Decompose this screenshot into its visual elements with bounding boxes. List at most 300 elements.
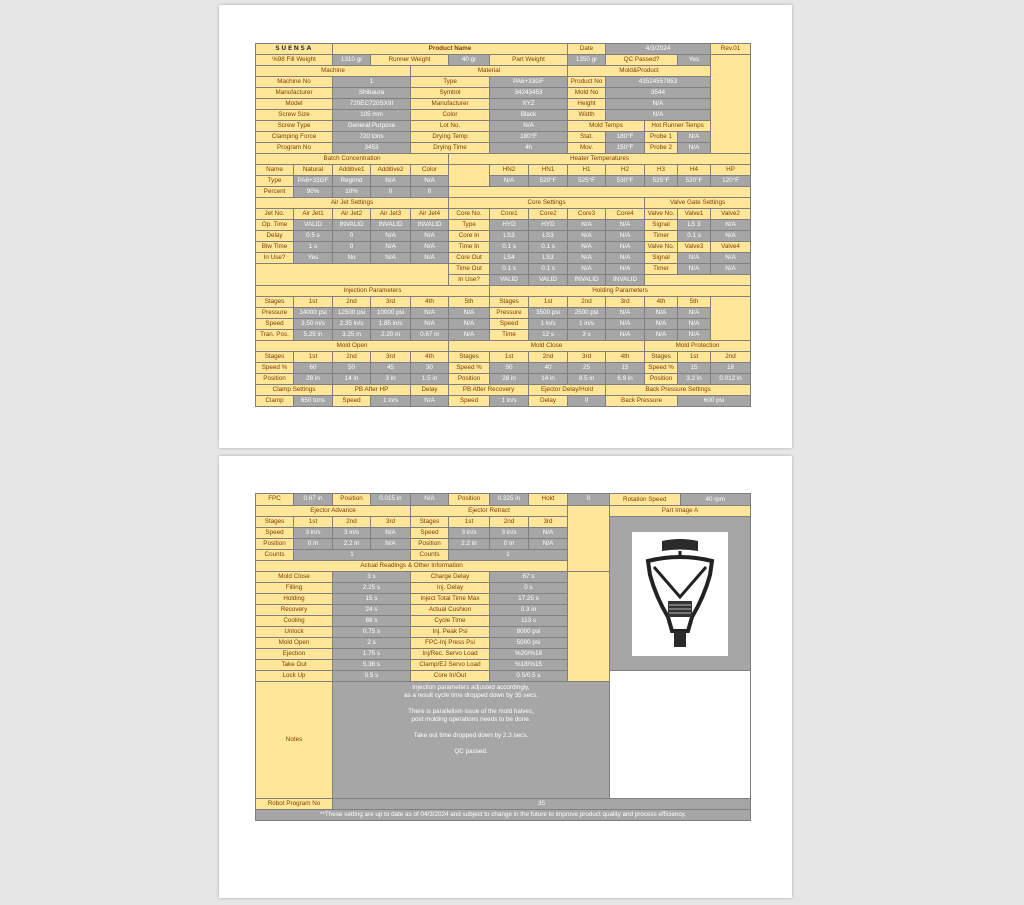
machine-row-label: Machine No [256,77,333,88]
air-jet-value: 0.5 s [294,231,333,242]
ejector-advance-label: Position [256,539,294,550]
mold-close-label: Position [449,374,490,385]
actual-value: %20/%18 [490,649,568,660]
core-value: N/A [568,231,606,242]
notes-line: Injection parameters adjusted accordingly, [412,684,530,691]
ejector-advance-header: 2nd [333,517,371,528]
injection-value: 10000 psi [371,308,411,319]
valve-header: Valve1 [678,209,711,220]
holding-value: N/A [678,319,711,330]
batch-percent-value: 90% [294,187,333,198]
core-row-label: Time Out [449,264,490,275]
ejector-retract-label: Speed [411,528,449,539]
robot-program-value: 35 [333,799,751,810]
air-jet-value: INVALID [411,220,449,231]
air-jet-value: Yes [294,253,333,264]
valve-value: 0.1 s [678,231,711,242]
air-jet-value: No [333,253,371,264]
ejector-retract-value: 3 in/s [449,528,490,539]
actual-value: 2.25 s [333,583,411,594]
valve-value: N/A [711,220,751,231]
machine-row-value: 720EC720SXIII [333,99,411,110]
holding-value: 12 s [529,330,568,341]
valve-value: N/A [711,231,751,242]
holding-value: N/A [645,308,678,319]
clamp-label: Clamp [256,396,294,407]
core-header: Core4 [606,209,645,220]
core-value: N/A [568,220,606,231]
holding-blank [711,297,751,341]
mold-open-value: 30 [411,363,449,374]
drying-time-label: Drying Time [411,143,490,154]
section-mold-product: Mold&Product [568,66,711,77]
actual-value: 8000 psi [490,627,568,638]
core-header: Core1 [490,209,529,220]
mold-row-value: 43524557853 [606,77,711,88]
core-value: N/A [568,264,606,275]
air-jet-value: INVALID [333,220,371,231]
valve-header: Valve4 [711,242,751,253]
date-label: Date [568,44,606,55]
product-name: Product Name [333,44,568,55]
material-row-value: Black [490,110,568,121]
injection-header: 1st [294,297,333,308]
core-value: LS4 [490,253,529,264]
clamp-value: 650 tons [294,396,333,407]
ejector-advance-value: 3 in/s [333,528,371,539]
heater-value: 530°F [606,176,645,187]
ejector-delay-value: 0 [568,396,606,407]
core-value: INVALID [568,275,606,286]
air-jet-header: Air Jet3 [371,209,411,220]
core-value: N/A [606,220,645,231]
holding-value: N/A [606,330,645,341]
delay-value: N/A [411,396,449,407]
material-row-value: PA6+33GF [490,77,568,88]
valve-label: Valve No. [645,242,678,253]
air-jet-value: N/A [371,242,411,253]
heater-blank [449,165,490,187]
pb-rec-speed-value: 1 in/s [490,396,529,407]
ejector-advance-counts-label: Counts [256,550,294,561]
pb-after-hp-label: PB After HP [333,385,411,396]
mold-protection-value: 18 [711,363,751,374]
machine-row-value: Shibaura [333,88,411,99]
mold-protection-value: 3.2 in [678,374,711,385]
core-value: 0.1 s [490,264,529,275]
valve-label: Signal [645,253,678,264]
actual-value: %18/%15 [490,660,568,671]
hot-runner-temps-label: Hot Runner Temps [645,121,711,132]
hold-label: Hold [529,494,568,506]
air-jet-value: N/A [411,231,449,242]
rotation-speed-value: 40 rpm [681,494,751,505]
mold-close-value: 28 in [490,374,529,385]
holding-value: N/A [678,330,711,341]
holding-label: Time [490,330,529,341]
fpc-position-label: Position [333,494,371,506]
ejector-delay-hold-label: Ejector Delay/Hold [529,385,606,396]
ejector-advance-value: N/A [371,528,411,539]
mold-close-header: 4th [606,352,645,363]
heater-label: H2 [606,165,645,176]
injection-value: 14000 psi [294,308,333,319]
ejector-retract-label: Stages [411,517,449,528]
mold-open-value: 1.5 in [411,374,449,385]
notes-line: post molding operations needs to be done. [411,716,531,723]
mold-protection-value: 15 [678,363,711,374]
rotation-speed-cell [610,494,751,506]
holding-value: 3 s [568,330,606,341]
injection-value: 0.67 in [411,330,449,341]
actual-value: 24 s [333,605,411,616]
actual-value: 5000 psi [490,638,568,649]
part-image-a-title: Part Image A [610,506,751,517]
pb-hp-speed-label: Speed [333,396,371,407]
fill-weight-label: %98 Fill Weight [256,55,333,66]
heater-label: H3 [645,165,678,176]
lot-no-value: N/A [490,121,568,132]
actual-value: 3 s [333,572,411,583]
heater-label: H4 [678,165,711,176]
core-value: VALID [529,275,568,286]
injection-value: 2.20 in [371,330,411,341]
mold-close-value: 14 in [529,374,568,385]
heater-value: 520°F [678,176,711,187]
holding-header: 3rd [606,297,645,308]
material-row-value: XYZ [490,99,568,110]
mold-close-header: 1st [490,352,529,363]
core-value: LS3 [490,231,529,242]
injection-value: N/A [449,319,490,330]
batch-type-label: Type [256,176,294,187]
ejector-advance-value: 2.2 in [333,539,371,550]
section-injection: Injection Parameters [256,286,490,297]
pb-hp-speed-value: 1 in/s [371,396,411,407]
chair-back-image-a [640,535,720,653]
injection-value: N/A [449,330,490,341]
injection-value: 5.25 in [294,330,333,341]
ejector-retract-title: Ejector Retract [411,506,568,517]
drying-time-value: 4h [490,143,568,154]
actual-label: Core In/Out [411,671,490,682]
actual-label: Inj. Peak Psi [411,627,490,638]
valve-label: Timer [645,264,678,275]
mold-open-value: 28 in [294,374,333,385]
section-heater: Heater Temperatures [449,154,751,165]
holding-header: 1st [529,297,568,308]
drying-temp-label: Drying Temp [411,132,490,143]
core-value: LS3 [529,253,568,264]
page-2 [219,456,792,898]
air-jet-row-label: In Use? [256,253,294,264]
pb-rec-speed-label: Speed [449,396,490,407]
actual-value: 88 s [333,616,411,627]
mold-open-label: Stages [256,352,294,363]
actual-label: Inject Total Time Max [411,594,490,605]
air-jet-header: Jet No. [256,209,294,220]
notes-line: Take out time dropped down by 2.3 secs. [413,732,529,739]
core-row-label: Time In [449,242,490,253]
holding-label: Pressure [490,308,529,319]
mold-open-label: Position [256,374,294,385]
actual-label: Mold Close [256,572,333,583]
core-header: Core No. [449,209,490,220]
mold-open-header: 3rd [371,352,411,363]
machine-row-label: Screw Size [256,110,333,121]
valve-label: Timer [645,231,678,242]
setup-table-2 [255,493,751,821]
core-value: N/A [606,231,645,242]
fpc-position-value: 0.015 in [371,494,411,506]
heater-value: N/A [490,176,529,187]
runner-weight-value: 40 gr [449,55,490,66]
company-logo: SUENSA [256,44,333,55]
mold-open-header: 1st [294,352,333,363]
mold-close-label: Stages [449,352,490,363]
clamp-settings-label: Clamp Settings [256,385,333,396]
core-value: N/A [606,264,645,275]
actual-label: Take Out [256,660,333,671]
air-jet-value: INVALID [371,220,411,231]
actual-label: Mold Open [256,638,333,649]
part-weight-value: 1350 gr [568,55,606,66]
section-valve-gate: Valve Gate Settings [645,198,751,209]
batch-type-value: Regrind [333,176,371,187]
core-value: 0.1 s [529,242,568,253]
notes-line: as a result cycle time dropped down by 35 secs. [403,692,539,699]
mold-row-label: Width [568,110,606,121]
actual-label: Unlock [256,627,333,638]
revision: Rev.01 [711,44,751,55]
section-material: Material [411,66,568,77]
heater-label: HN1 [529,165,568,176]
mold-row-value: 3544 [606,88,711,99]
probe1-value: N/A [678,132,711,143]
core-value: 0.1 s [490,242,529,253]
air-jet-header: Air Jet2 [333,209,371,220]
actual-value: 2 s [333,638,411,649]
batch-type-value: PA6+33GF [294,176,333,187]
ejector-retract-value: N/A [529,528,568,539]
section-mold-open: Mold Open [256,341,449,352]
ejector-retract-value: 2.2 in [449,539,490,550]
probe1-label: Probe 1 [645,132,678,143]
mov-value: 150°F [606,143,645,154]
actual-label: Inj/Rec. Servo Load [411,649,490,660]
side-blank [711,55,751,154]
injection-header: 5th [449,297,490,308]
mold-close-value: 40 [529,363,568,374]
air-jet-row-label: Op. Time [256,220,294,231]
actual-label: Lock Up [256,671,333,682]
valve-header: Valve2 [711,209,751,220]
machine-row-label: Model [256,99,333,110]
notes-label: Notes [256,682,333,799]
probe2-value: N/A [678,143,711,154]
actual-value: 0.5/0.5 s [490,671,568,682]
ejector-side-blank [568,506,610,572]
holding-label: Speed [490,319,529,330]
back-pressure-settings-label: Back Pressure Settings [606,385,751,396]
part-image-a [632,532,728,656]
core-value: 0.1 s [529,264,568,275]
actual-side-blank [568,572,610,682]
material-row-label: Manufacturer [411,99,490,110]
injection-value: N/A [449,308,490,319]
back-pressure-label: Back Pressure [606,396,678,407]
core-value: VALID [490,275,529,286]
injection-value: 2.35 in/s [333,319,371,330]
mold-row-label: Height [568,99,606,110]
machine-row-value: 1 [333,77,411,88]
actual-value: 0.5 s [333,671,411,682]
actual-value: 113 s [490,616,568,627]
section-mold-close: Mold Close [449,341,645,352]
qc-label: QC Passed? [606,55,678,66]
mold-close-value: 25 [568,363,606,374]
delay-label: Delay [411,385,449,396]
injection-value: 3.25 in [333,330,371,341]
setup-table-1 [255,43,751,407]
ejector-advance-label: Stages [256,517,294,528]
mold-close-value: 8.5 in [568,374,606,385]
batch-header: Name [256,165,294,176]
mold-close-value: 6.9 in [606,374,645,385]
actual-value: 1.75 s [333,649,411,660]
page-1 [219,5,792,448]
mov-label: Mov. [568,143,606,154]
footer-note: **These setting are up to date as of 04/3/2024 and subject to change in the future to improve product quality and process efficiency. [256,810,751,821]
mold-close-header: 3rd [568,352,606,363]
ejector-retract-header: 2nd [490,517,529,528]
hold-position-label: Position [449,494,490,506]
mold-open-value: 3 in [371,374,411,385]
stat-value: 180°F [606,132,645,143]
mold-open-value: 60 [294,363,333,374]
ejector-retract-value: 0 in [490,539,529,550]
heater-label: HP [711,165,751,176]
batch-type-value: N/A [411,176,449,187]
core-value: N/A [606,253,645,264]
actual-label: Recovery [256,605,333,616]
mold-protection-label: Position [645,374,678,385]
air-jet-value: N/A [411,242,449,253]
batch-type-value: N/A [371,176,411,187]
section-holding: Holding Parameters [490,286,751,297]
core-row-label: Type [449,220,490,231]
rotation-speed-label: Rotation Speed [610,494,681,505]
section-air-jet: Air Jet Settings [256,198,449,209]
hold-value: 0 [568,494,610,506]
injection-value: N/A [411,319,449,330]
ejector-retract-header: 3rd [529,517,568,528]
ejector-delay-label: Delay [529,396,568,407]
ejector-retract-label: Position [411,539,449,550]
injection-label: Tran. Pos. [256,330,294,341]
actual-label: Charge Delay [411,572,490,583]
ejector-advance-value: 3 in/s [294,528,333,539]
notes-text [333,682,610,799]
valve-label: Valve No. [645,209,678,220]
screw-type-label: Screw Type [256,121,333,132]
actual-value: 17.25 s [490,594,568,605]
clamping-force-label: Clamping Force [256,132,333,143]
notes-line: There is parallelism issue of the mold halves, [408,708,534,715]
valve-value: N/A [678,253,711,264]
core-value: N/A [568,253,606,264]
heater-value: 525°F [645,176,678,187]
actual-value: 0.3 in [490,605,568,616]
injection-value: 1.85 in/s [371,319,411,330]
ejector-retract-counts: 1 [449,550,568,561]
actual-label: Holding [256,594,333,605]
holding-header: 5th [678,297,711,308]
core-header: Core3 [568,209,606,220]
batch-header: Additive1 [333,165,371,176]
valve-value: N/A [711,264,751,275]
core-value: N/A [568,242,606,253]
air-jet-value: 1 s [294,242,333,253]
valve-label: Signal [645,220,678,231]
valve-blank [645,275,751,286]
air-jet-header: Air Jet4 [411,209,449,220]
mold-protection-header: 2nd [711,352,751,363]
date-value: 4/3/2024 [606,44,711,55]
mold-open-label: Speed % [256,363,294,374]
holding-value: N/A [645,319,678,330]
heater-label: HN2 [490,165,529,176]
air-jet-row-label: Delay [256,231,294,242]
holding-label: Stages [490,297,529,308]
ejector-advance-header: 3rd [371,517,411,528]
core-value: HYD [529,220,568,231]
injection-value: 12500 psi [333,308,371,319]
batch-header: Color [411,165,449,176]
mold-open-value: 14 in [333,374,371,385]
injection-value: N/A [411,308,449,319]
mold-temps-label: Mold Temps [568,121,645,132]
heater-label: H1 [568,165,606,176]
mold-row-label: Mold No [568,88,606,99]
fpc-label: FPC [256,494,294,506]
ejector-retract-header: 1st [449,517,490,528]
ejector-retract-counts-label: Counts [411,550,449,561]
holding-value: N/A [606,319,645,330]
air-jet-blank [256,264,449,286]
stat-label: Stat. [568,132,606,143]
clamping-force-value: 720 tons [333,132,411,143]
heater-value: 520°F [529,176,568,187]
ejector-advance-label: Speed [256,528,294,539]
actual-label: Cycle Time [411,616,490,627]
mold-protection-header: 1st [678,352,711,363]
mold-row-value: N/A [606,110,711,121]
mold-close-value: 15 [606,363,645,374]
section-batch: Batch Concentration [256,154,449,165]
actual-label: Ejection [256,649,333,660]
batch-percent-value: 10% [333,187,371,198]
ejector-advance-header: 1st [294,517,333,528]
actual-label: Clamp/EJ Servo Load [411,660,490,671]
program-no-label: Program No [256,143,333,154]
mold-row-label: Product No [568,77,606,88]
ejector-advance-title: Ejector Advance [256,506,411,517]
actual-value: 0.75 s [333,627,411,638]
robot-program-label: Robot Program No [256,799,333,810]
mold-close-value: 50 [490,363,529,374]
holding-value: 2500 psi [568,308,606,319]
